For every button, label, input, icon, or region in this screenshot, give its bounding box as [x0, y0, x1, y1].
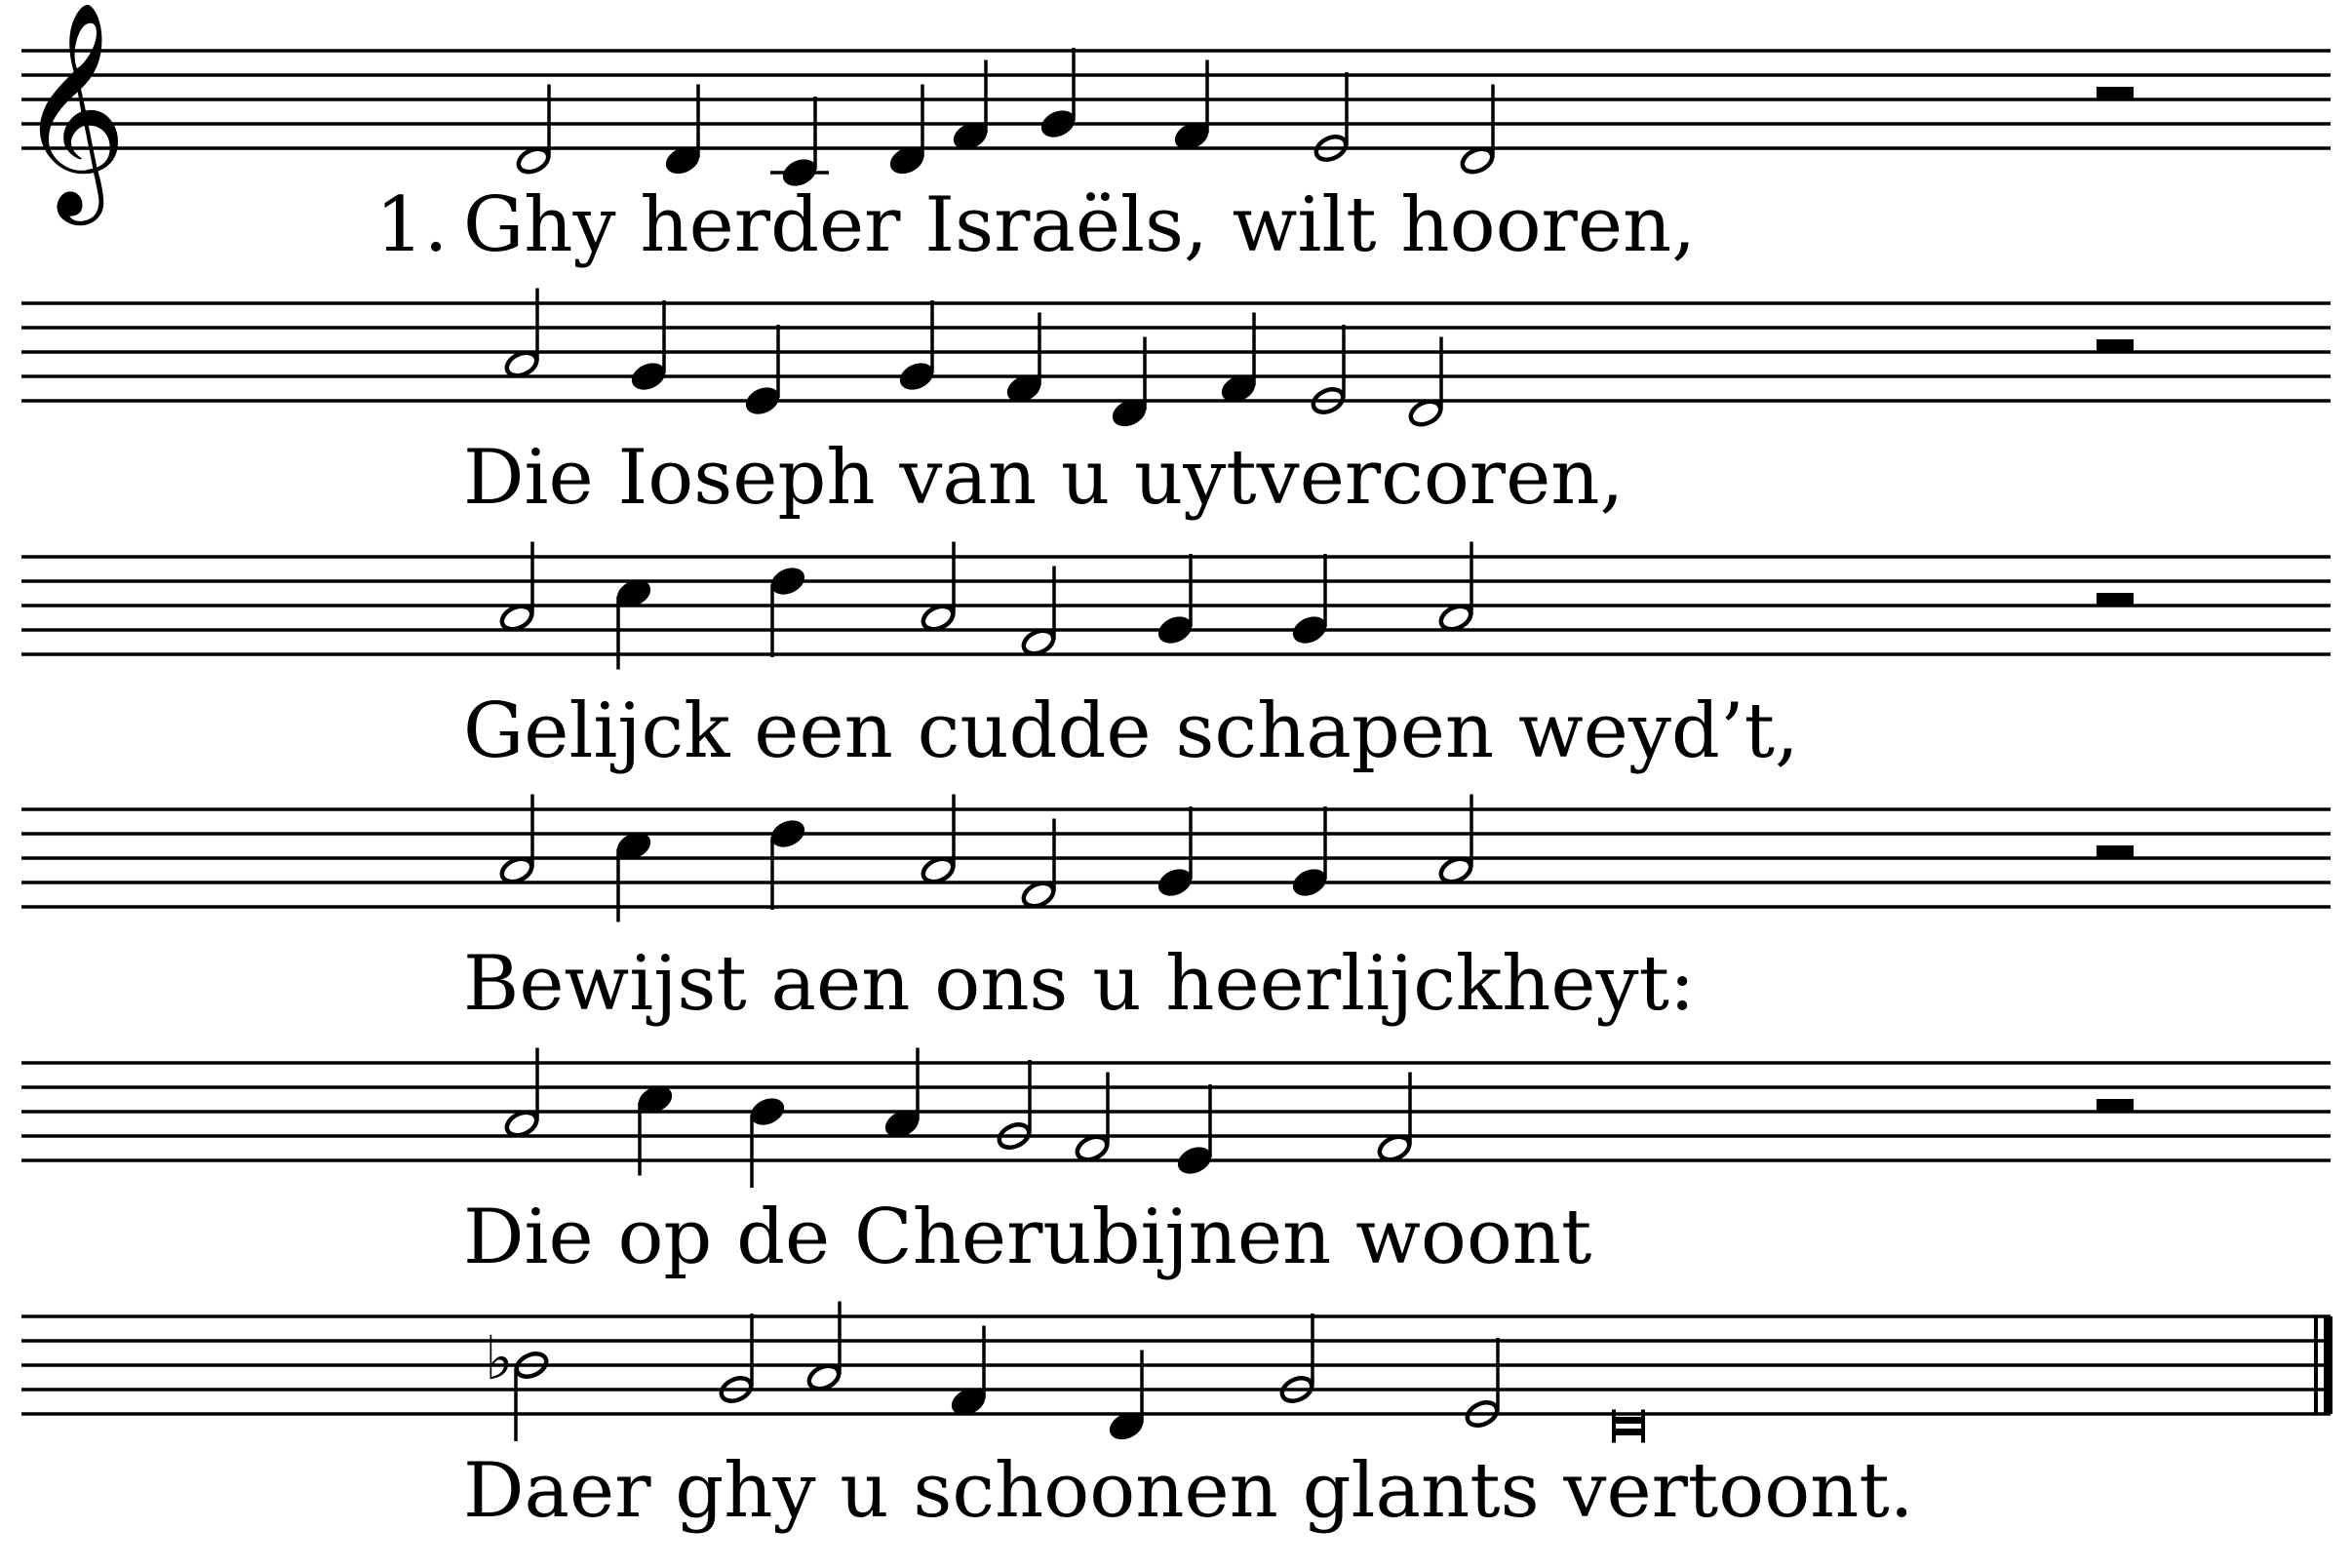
verse-number: 1. — [375, 181, 449, 269]
rest-icon — [2097, 339, 2134, 352]
lyric-line: Gelijck een cudde schapen weyd’t, — [463, 687, 1799, 775]
rest-icon — [2097, 1099, 2134, 1112]
staff-system — [21, 1048, 2331, 1282]
staff-system — [21, 795, 2331, 1029]
staff-system — [21, 1302, 2332, 1536]
rest-icon — [2097, 845, 2134, 858]
lyric-line: Die Ioseph van u uytvercoren, — [463, 434, 1625, 522]
lyric-line: Bewijst aen ons u heerlijckheyt: — [463, 940, 1696, 1028]
staff-system — [21, 542, 2331, 776]
final-barline-thick — [2324, 1316, 2332, 1414]
staff-system — [21, 289, 2331, 523]
rest-icon — [2097, 87, 2134, 99]
staff-system — [18, 0, 2331, 269]
rest-icon — [2097, 593, 2134, 606]
lyric-line: Daer ghy u schoonen glants vertoont. — [463, 1447, 1914, 1535]
lyric-line: Ghy herder Israëls, wilt hooren, — [463, 181, 1697, 269]
lyric-line: Die op de Cherubijnen woont — [463, 1194, 1592, 1281]
treble-clef-icon: 𝄞 — [18, 0, 128, 216]
flat-icon: ♭ — [485, 1322, 514, 1393]
